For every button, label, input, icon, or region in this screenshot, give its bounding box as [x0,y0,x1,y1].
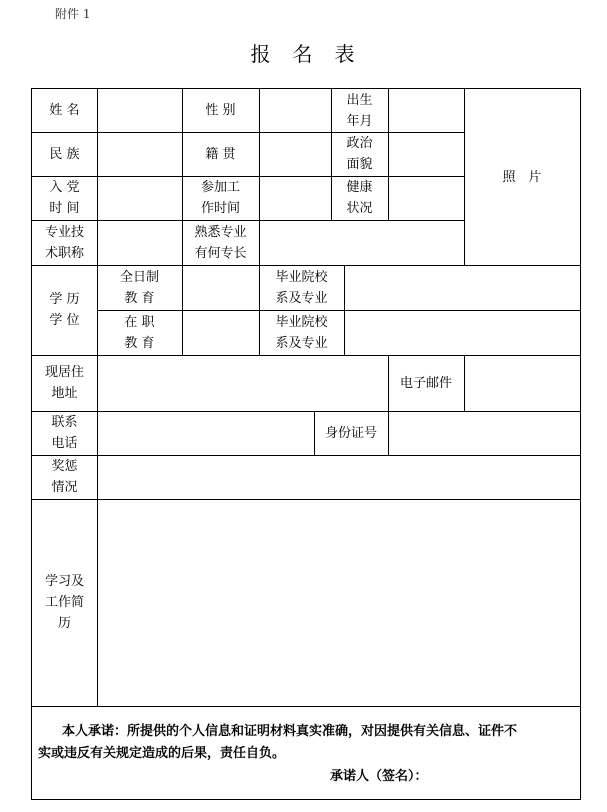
field-political[interactable] [388,132,464,176]
field-party-date[interactable] [97,176,182,220]
field-native-place[interactable] [259,132,331,176]
label-resume: 学习及 工作简 历 [44,574,84,631]
label-gender: 性 别 [205,103,236,118]
field-expertise[interactable] [259,220,464,265]
field-work-date[interactable] [259,176,331,220]
label-expertise: 熟悉专业 有何专长 [194,224,247,261]
row-divider [32,706,580,707]
label-ethnicity: 民 族 [49,146,80,162]
signature-label: 承诺人（签名）： [330,769,428,784]
label-professional-title: 专业技 术职称 [44,224,84,261]
label-school-major-fulltime: 毕业院校 系及专业 [275,269,328,306]
field-school-major-inservice[interactable] [344,310,580,355]
label-health: 健康 状况 [346,180,373,216]
field-health[interactable] [388,176,464,220]
label-party-date: 入 党 时 间 [49,180,80,216]
label-inservice-education: 在 职 教 育 [124,314,155,351]
commitment-line-2: 实或违反有关规定造成的后果，责任自负。 [38,746,286,761]
label-birth: 出生 年月 [346,92,373,129]
field-birth[interactable] [388,89,464,132]
field-inservice-degree[interactable] [182,310,259,355]
commitment-line-1: 本人承诺：所提供的个人信息和证明材料真实准确，对因提供有关信息、证件不 [62,724,518,739]
field-email[interactable] [464,355,580,411]
label-work-date: 参加工 作时间 [200,180,240,216]
field-gender[interactable] [259,89,331,132]
field-awards[interactable] [97,455,580,499]
photo-box[interactable]: 照 片 [502,169,542,185]
label-address: 现居住 地址 [44,365,84,401]
label-email: 电子邮件 [399,375,452,391]
field-address[interactable] [97,355,388,411]
registration-form [31,88,581,800]
attachment-label: 附件 1 [55,7,91,21]
label-education: 学 历 学 位 [49,292,80,328]
label-political: 政治 面貌 [346,136,373,172]
label-name: 姓 名 [49,103,80,118]
label-school-major-inservice: 毕业院校 系及专业 [275,314,328,351]
page-title: 报名表 [250,42,377,66]
field-professional-title[interactable] [97,220,182,265]
label-native-place: 籍 贯 [205,146,236,162]
field-id-number[interactable] [388,411,580,455]
field-ethnicity[interactable] [97,132,182,176]
label-phone: 联系 电话 [51,415,78,451]
label-awards: 奖惩 情况 [51,459,78,495]
field-phone[interactable] [97,411,314,455]
field-school-major-fulltime[interactable] [344,265,580,310]
commitment-statement [38,721,578,765]
field-resume[interactable] [97,499,580,706]
field-name[interactable] [97,89,182,132]
field-fulltime-degree[interactable] [182,265,259,310]
label-fulltime-education: 全日制 教 育 [119,269,159,306]
label-id-number: 身份证号 [324,425,377,441]
